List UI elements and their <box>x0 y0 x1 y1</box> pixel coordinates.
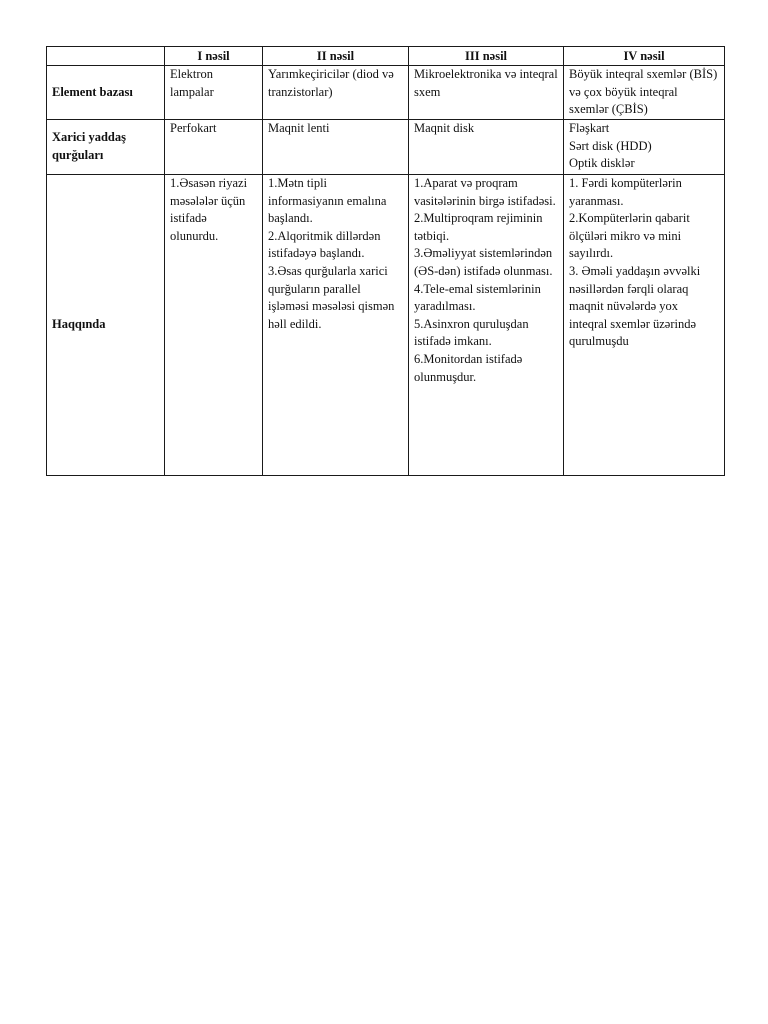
cell-text-line: Sərt disk (HDD) <box>569 138 652 153</box>
row-label: Element bazası <box>47 66 165 120</box>
row-label: Haqqında <box>47 175 165 476</box>
cell-text-line: Fləşkart <box>569 121 610 135</box>
computer-generations-table <box>46 46 725 476</box>
table-cell-generation-3 <box>409 175 564 476</box>
table-cell-generation-1 <box>165 120 263 175</box>
cell-text-line: Maqnit disk <box>414 121 475 135</box>
table-header <box>47 47 725 66</box>
cell-text-line: 1.Əsasən riyazi məsələlər üçün istifadə olunurdu. <box>170 176 248 243</box>
table-cell-generation-2 <box>263 66 409 120</box>
header-generation-3: III nəsil <box>409 47 564 66</box>
table-row-external-storage <box>47 120 725 175</box>
table-cell-generation-4 <box>564 66 725 120</box>
table-cell-generation-2 <box>263 120 409 175</box>
cell-text-line: 5.Asinxron quruluşdan istifadə imkanı. <box>414 316 529 349</box>
cell-text-line: Maqnit lenti <box>268 121 330 135</box>
cell-text-line: 3.Əməliyyat sistemlərindən (ƏS-dən) istifadə olunması. <box>414 246 553 278</box>
table-cell-generation-3 <box>409 120 564 175</box>
table-cell-generation-1 <box>165 66 263 120</box>
table-cell-generation-4 <box>564 120 725 175</box>
cell-text-line: 1. Fərdi kompüterlərin yaranması. <box>569 176 682 208</box>
table-row-element-base <box>47 66 725 120</box>
cell-text-line: 6.Monitordan istifadə olunmuşdur. <box>414 351 523 384</box>
row-label: Xarici yaddaş qurğuları <box>47 120 165 175</box>
table-cell-generation-3 <box>409 66 564 120</box>
header-corner-cell <box>47 47 165 66</box>
cell-text-line: Elektron lampalar <box>170 67 214 99</box>
cell-text-line: 1.Mətn tipli informasiyanın emalına başlandı. <box>268 176 387 226</box>
table-body <box>47 66 725 476</box>
header-generation-2: II nəsil <box>263 47 409 66</box>
cell-text-line: Böyük inteqral sxemlər (BİS) və çox böyük inteqral sxemlər (ÇBİS) <box>569 67 718 117</box>
table-cell-generation-2 <box>263 175 409 476</box>
table-cell-generation-4 <box>564 175 725 476</box>
cell-text-line: Perfokart <box>170 121 217 135</box>
header-generation-4: IV nəsil <box>564 47 725 66</box>
cell-text-line: 3. Əməli yaddaşın əvvəlki nəsillərdən fərqli olaraq maqnit nüvələrdə yox inteqral sxemlər üzərində qurulmuşdu <box>569 263 701 349</box>
cell-text-line: Mikroelektronika və inteqral sxem <box>414 67 558 99</box>
cell-text-line: 2.Multiproqram rejiminin tətbiqi. <box>414 211 543 243</box>
table-row-about <box>47 175 725 476</box>
cell-text-line: Yarımkeçiricilər (diod və tranzistorlar) <box>268 67 394 99</box>
cell-text-line: Optik disklər <box>569 156 635 171</box>
header-generation-1: I nəsil <box>165 47 263 66</box>
cell-text-line: 2.Alqoritmik dillərdən istifadəyə başlandı. <box>268 228 381 261</box>
header-row <box>47 47 725 66</box>
cell-text-line: 3.Əsas qurğularla xarici qurğuların parallel işləməsi məsələsi qismən həll edildi. <box>268 263 395 331</box>
cell-text-line: 1.Aparat və proqram vasitələrinin birgə istifadəsi. <box>414 176 556 208</box>
cell-text-line: 4.Tele-emal sistemlərinin yaradılması. <box>414 281 541 314</box>
table-cell-generation-1 <box>165 175 263 476</box>
cell-text-line: 2.Kompüterlərin qabarit ölçüləri mikro və mini sayılırdı. <box>569 211 690 261</box>
